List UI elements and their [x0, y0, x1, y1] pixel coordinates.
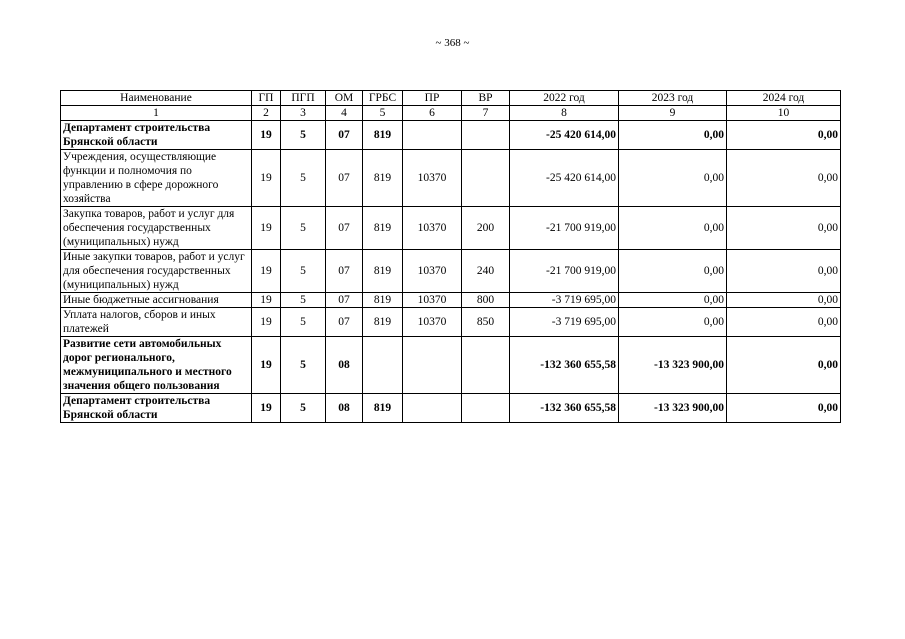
column-number: 9	[619, 106, 727, 121]
column-header-pr: ПР	[403, 91, 462, 106]
row-om: 08	[326, 337, 363, 394]
row-grbs: 819	[363, 250, 403, 293]
row-grbs: 819	[363, 394, 403, 423]
table-row	[61, 250, 841, 293]
row-2022: -132 360 655,58	[510, 337, 619, 394]
row-2022: -25 420 614,00	[510, 121, 619, 150]
column-header-2023: 2023 год	[619, 91, 727, 106]
column-number: 6	[403, 106, 462, 121]
row-grbs: 819	[363, 308, 403, 337]
row-pr	[403, 394, 462, 423]
row-vr: 800	[462, 293, 510, 308]
header-row	[61, 91, 841, 106]
column-number: 1	[61, 106, 252, 121]
column-header-2024: 2024 год	[727, 91, 841, 106]
row-pr: 10370	[403, 207, 462, 250]
column-header-name: Наименование	[61, 91, 252, 106]
row-gp: 19	[252, 250, 281, 293]
row-om: 07	[326, 207, 363, 250]
row-grbs: 819	[363, 207, 403, 250]
row-vr	[462, 394, 510, 423]
column-number: 8	[510, 106, 619, 121]
row-om: 07	[326, 293, 363, 308]
row-grbs: 819	[363, 293, 403, 308]
row-gp: 19	[252, 121, 281, 150]
row-grbs: 819	[363, 150, 403, 207]
column-number-row	[61, 106, 841, 121]
row-vr	[462, 121, 510, 150]
row-pgp: 5	[281, 293, 326, 308]
row-vr: 200	[462, 207, 510, 250]
row-2024: 0,00	[727, 394, 841, 423]
table-row	[61, 121, 841, 150]
row-name: Департамент строительства Брянской области	[61, 121, 252, 150]
row-pr: 10370	[403, 308, 462, 337]
row-2023: 0,00	[619, 250, 727, 293]
column-number: 2	[252, 106, 281, 121]
column-number: 5	[363, 106, 403, 121]
row-2023: 0,00	[619, 121, 727, 150]
table-row	[61, 394, 841, 423]
row-name: Иные бюджетные ассигнования	[61, 293, 252, 308]
row-2024: 0,00	[727, 207, 841, 250]
table-row	[61, 308, 841, 337]
row-om: 07	[326, 121, 363, 150]
row-gp: 19	[252, 394, 281, 423]
row-pgp: 5	[281, 207, 326, 250]
row-name: Развитие сети автомобильных дорог регионального, межмуниципального и местного значения общего пользования	[61, 337, 252, 394]
row-om: 07	[326, 150, 363, 207]
row-name: Закупка товаров, работ и услуг для обеспечения государственных (муниципальных) нужд	[61, 207, 252, 250]
row-2022: -3 719 695,00	[510, 293, 619, 308]
column-number: 3	[281, 106, 326, 121]
table-row	[61, 150, 841, 207]
row-2023: 0,00	[619, 308, 727, 337]
row-grbs	[363, 337, 403, 394]
row-2022: -25 420 614,00	[510, 150, 619, 207]
row-name: Уплата налогов, сборов и иных платежей	[61, 308, 252, 337]
row-pgp: 5	[281, 394, 326, 423]
row-gp: 19	[252, 293, 281, 308]
row-name: Департамент строительства Брянской области	[61, 394, 252, 423]
row-2022: -21 700 919,00	[510, 250, 619, 293]
row-pgp: 5	[281, 121, 326, 150]
row-om: 08	[326, 394, 363, 423]
row-pr	[403, 121, 462, 150]
table-row	[61, 207, 841, 250]
row-gp: 19	[252, 337, 281, 394]
row-om: 07	[326, 308, 363, 337]
row-pgp: 5	[281, 308, 326, 337]
row-name: Иные закупки товаров, работ и услуг для обеспечения государственных (муниципальных) нужд	[61, 250, 252, 293]
row-gp: 19	[252, 308, 281, 337]
row-2024: 0,00	[727, 150, 841, 207]
row-gp: 19	[252, 207, 281, 250]
row-pgp: 5	[281, 250, 326, 293]
row-2024: 0,00	[727, 293, 841, 308]
row-pgp: 5	[281, 337, 326, 394]
column-number: 4	[326, 106, 363, 121]
row-vr	[462, 337, 510, 394]
column-header-gp: ГП	[252, 91, 281, 106]
row-2023: 0,00	[619, 150, 727, 207]
row-vr: 850	[462, 308, 510, 337]
row-2022: -132 360 655,58	[510, 394, 619, 423]
row-2023: -13 323 900,00	[619, 337, 727, 394]
row-2024: 0,00	[727, 337, 841, 394]
row-2024: 0,00	[727, 308, 841, 337]
column-header-2022: 2022 год	[510, 91, 619, 106]
page-number: ~ 368 ~	[435, 37, 470, 49]
row-om: 07	[326, 250, 363, 293]
budget-table	[60, 90, 841, 423]
row-2023: 0,00	[619, 207, 727, 250]
row-vr: 240	[462, 250, 510, 293]
row-grbs: 819	[363, 121, 403, 150]
column-header-grbs: ГРБС	[363, 91, 403, 106]
row-2023: 0,00	[619, 293, 727, 308]
column-header-pgp: ПГП	[281, 91, 326, 106]
column-number: 10	[727, 106, 841, 121]
row-pr: 10370	[403, 250, 462, 293]
row-2024: 0,00	[727, 121, 841, 150]
row-2022: -21 700 919,00	[510, 207, 619, 250]
row-pr: 10370	[403, 150, 462, 207]
column-header-vr: ВР	[462, 91, 510, 106]
row-pr: 10370	[403, 293, 462, 308]
row-2022: -3 719 695,00	[510, 308, 619, 337]
table-row	[61, 293, 841, 308]
row-gp: 19	[252, 150, 281, 207]
column-number: 7	[462, 106, 510, 121]
row-pr	[403, 337, 462, 394]
row-2023: -13 323 900,00	[619, 394, 727, 423]
row-name: Учреждения, осуществляющие функции и полномочия по управлению в сфере дорожного хозяйства	[61, 150, 252, 207]
row-pgp: 5	[281, 150, 326, 207]
column-header-om: ОМ	[326, 91, 363, 106]
row-2024: 0,00	[727, 250, 841, 293]
row-vr	[462, 150, 510, 207]
table-row	[61, 337, 841, 394]
